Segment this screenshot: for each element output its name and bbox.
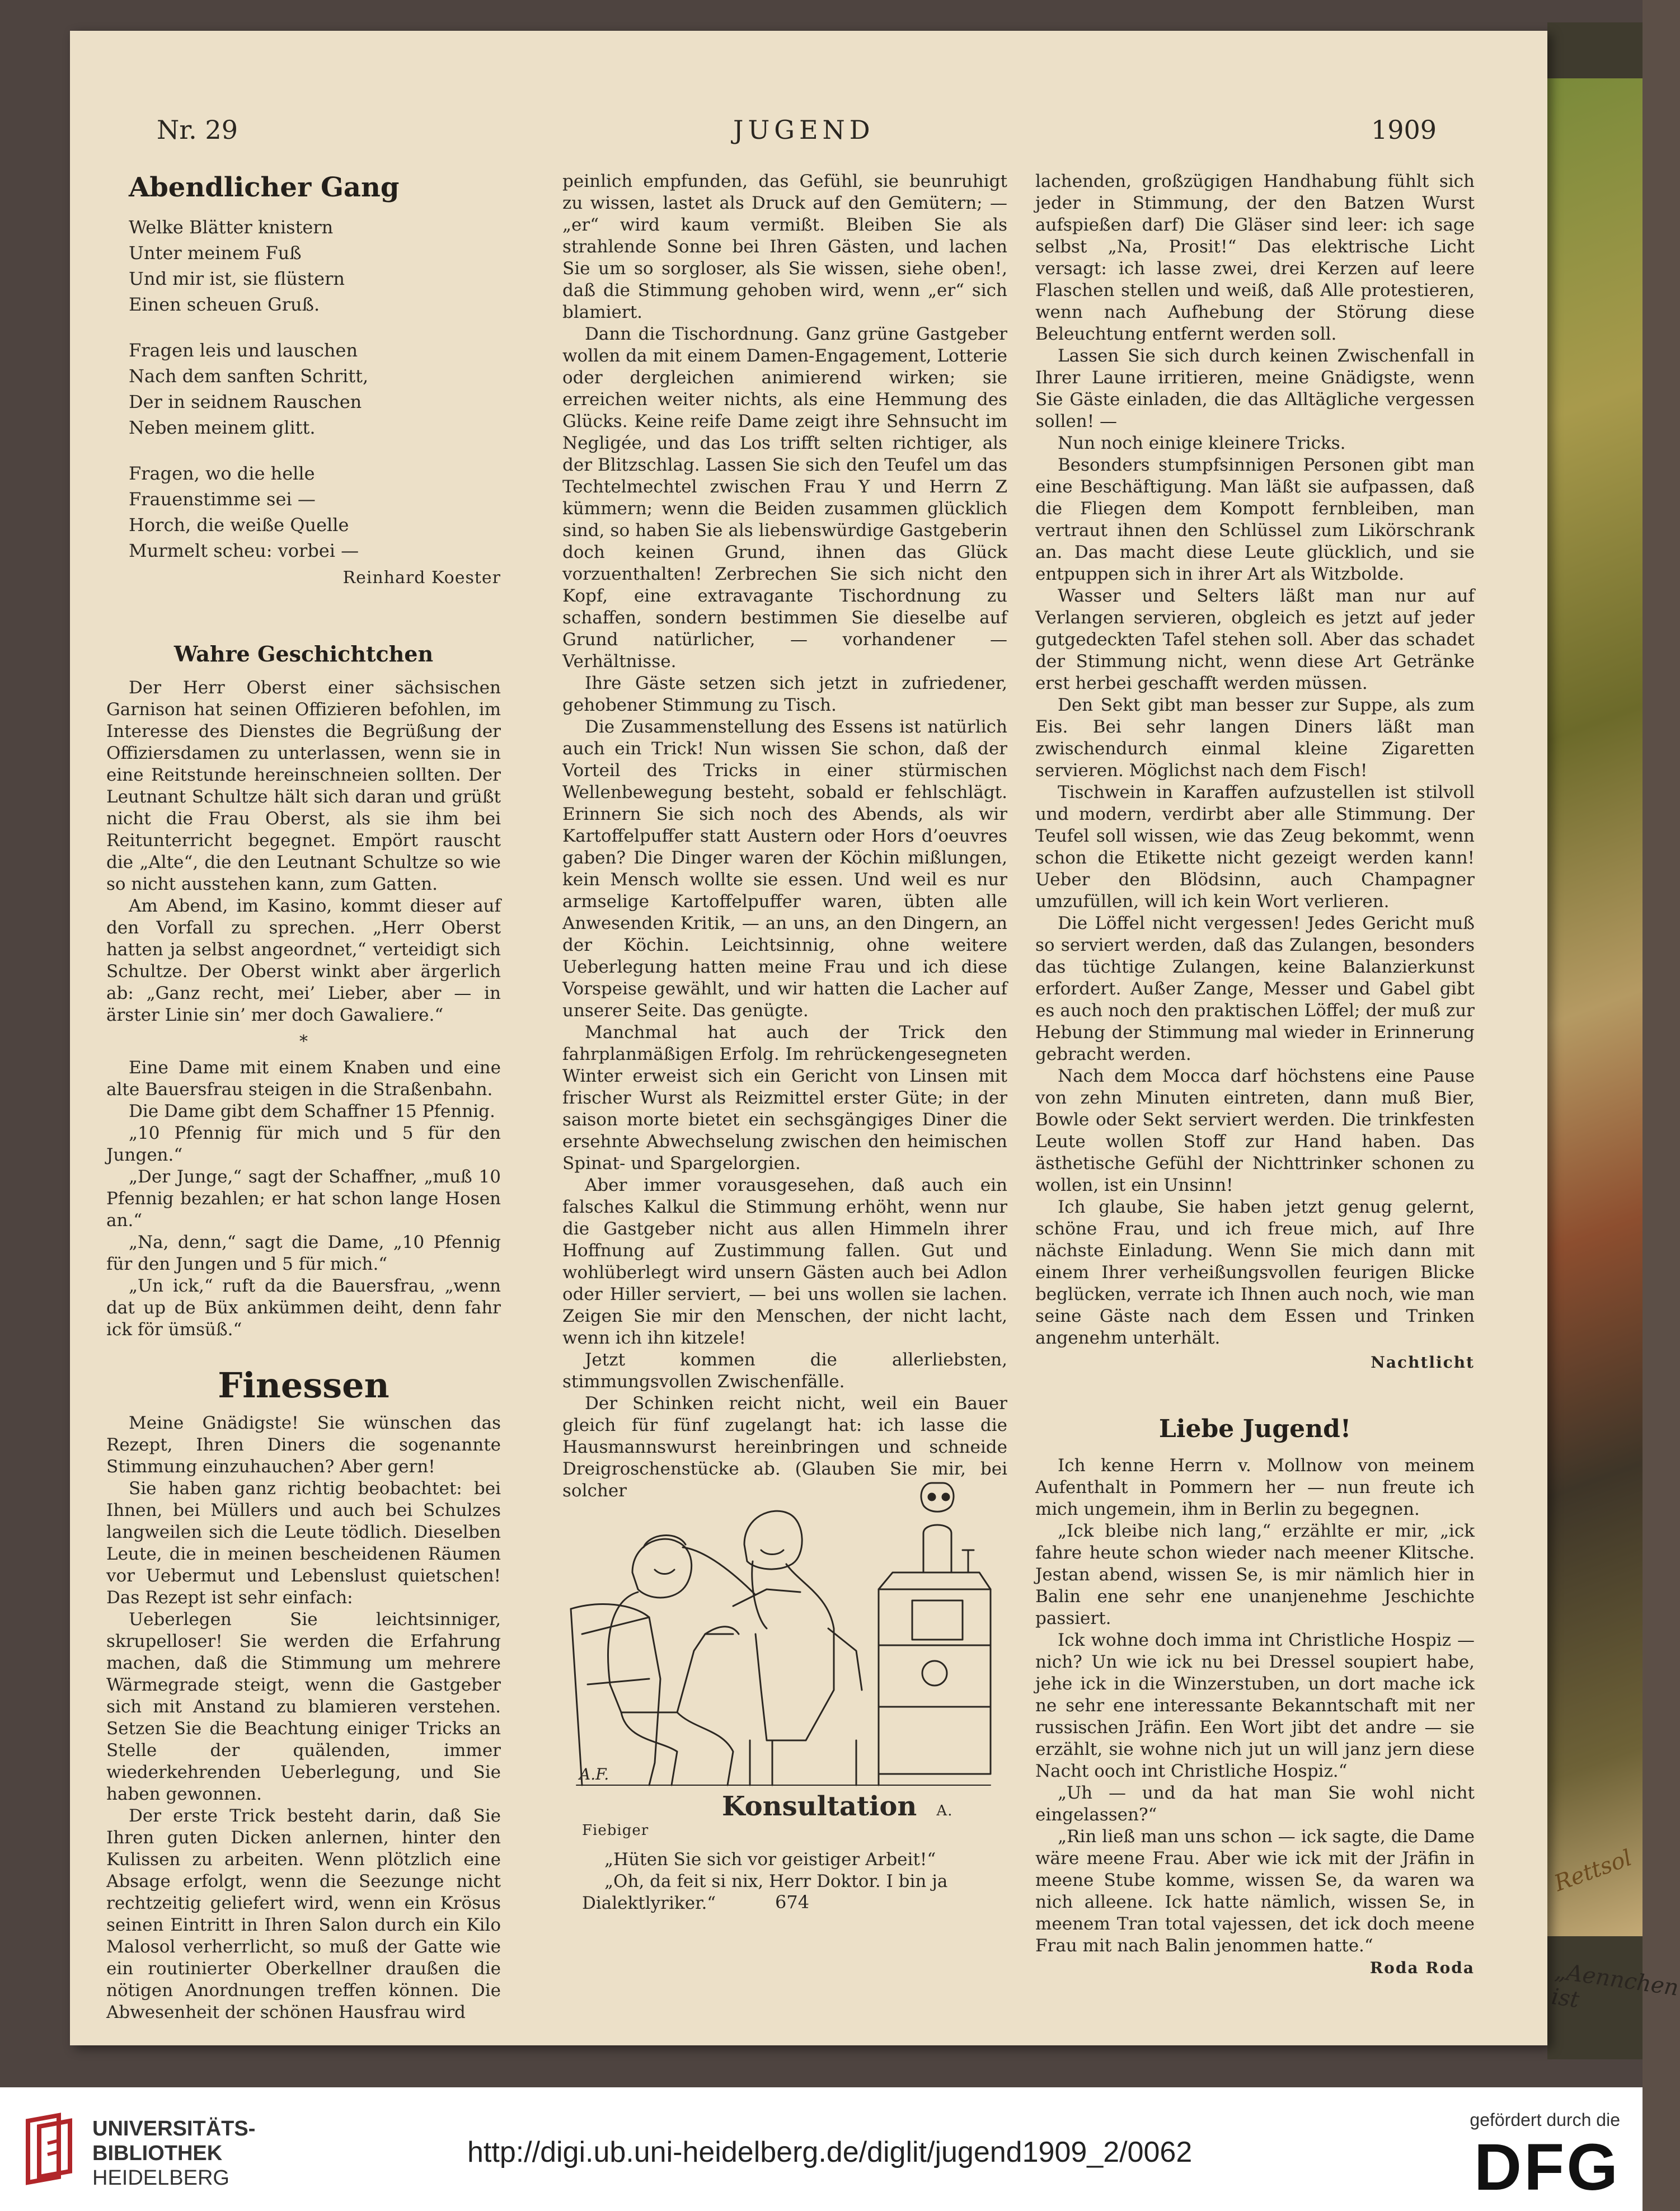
section-separator: *: [299, 1032, 308, 1051]
paragraph: Meine Gnädigste! Sie wünschen das Rezept, Ihren Diners die sogenannte Stimmung einzuhauchen? Aber gern!: [106, 1413, 501, 1477]
paragraph: „Un ick,“ ruft da die Bauersfrau, „wenn dat up de Büx ankümmen deiht, denn fahr ick för ümsüß.“: [106, 1276, 501, 1340]
artist-monogram: A.F.: [579, 1765, 609, 1783]
poem-line: Frauenstimme sei —: [129, 489, 316, 510]
paragraph: peinlich empfunden, das Gefühl, sie beunruhigt zu wissen, lastet als Druck auf den Gemütern; — „er“ wird kaum vermißt. Bleiben Sie als strahlende Sonne bei Ihren Gästen, und lachen Sie um so sorgloser, als Sie wissen, siehe oben!, daß die Stimmung gehoben wird, wenn „er“ sich blamiert.: [562, 171, 1007, 322]
facing-page-caption: „Aennchen ist: [1550, 1958, 1680, 2013]
poem-line: Unter meinem Fuß: [129, 242, 302, 264]
paragraph: Der Herr Oberst einer sächsischen Garnison hat seinen Offizieren befohlen, im Interesse des Dienstes die Begrüßung der Offiziersdamen zu unterlassen, wenn sie in eine Reitstunde hereinschneien sollten. Der Leutnant Schultze hält sich daran und grüßt nicht die Frau Oberst, als sie ihm bei Reitunterricht begegnet. Empört rauscht die „Alte“, die den Leutnant Schultze so wie so nicht ausstehen kann, zum Gatten.: [106, 678, 501, 894]
sponsor-label: gefördert durch die: [1470, 2110, 1620, 2130]
paragraph: Lassen Sie sich durch keinen Zwischenfall in Ihrer Laune irritieren, meine Gnädigste, wenn Sie Gäste einladen, die das Alltägliche vergessen sollen! —: [1035, 346, 1475, 431]
poem-author: Reinhard Koester: [342, 568, 501, 588]
caption-line: „Oh, da feit si nix, Herr Doktor. I bin ja Dialektlyriker.“: [582, 1871, 948, 1913]
paragraph: Am Abend, im Kasino, kommt dieser auf den Vorfall zu sprechen. „Herr Oberst hatten ja selbst angeordnet,“ verteidigt sich Schultze. Der Oberst winkt aber ärgerlich ab: „Ganz recht, mei’ Lieber, aber — in ärster Linie sin’ mer doch Gawaliere.“: [106, 896, 501, 1025]
poem-body: [129, 214, 501, 564]
poem-line: Einen scheuen Gruß.: [129, 294, 320, 315]
paragraph: Dann die Tischordnung. Ganz grüne Gastgeber wollen da mit einem Damen-Engagement, Lotterie oder dergleichen animierend wirken; sie erreichen weiter nichts, als eine Hemmung des Glücks. Keine reife Dame zeigt ihre Sehnsucht im Negligée, und das Los trifft selten richtiger, als der Blitzschlag. Lassen Sie sich den Teufel um das Techtelmechtel zwischen Frau Y und Herrn Z kümmern; wenn die Beiden zusammen glücklich sind, so haben Sie als liebenswürdige Gastgeberin doch keinen Grund, ihnen das Glück vorzuenthalten! Zerbrechen Sie sich nicht den Kopf, eine extravagante Tischordnung zu schaffen, sondern bestimmen Sie dieselbe auf Grund natürlicher, — vorhandener — Verhältnisse.: [562, 324, 1007, 672]
column-3: [1035, 171, 1475, 1979]
page-number: 674: [775, 1891, 810, 1913]
paragraph: Aber immer vorausgesehen, daß auch ein falsches Kalkul die Stimmung erhöht, wenn nur die Gastgeber nicht aus allen Himmeln ihrer Hoffnung auf Zustimmung fallen. Gut und wohlüberlegt wird unsern Gästen auch bei Adlon oder Hiller serviert, — bei uns wollen sie lachen. Zeigen Sie mir den Menschen, der nicht lacht, wenn ich ihn kitzele!: [562, 1175, 1007, 1348]
poem-line: Nach dem sanften Schritt,: [129, 365, 369, 387]
facing-page-edge: [1547, 22, 1680, 2059]
year: 1909: [1371, 115, 1437, 145]
poem-line: Welke Blätter knistern: [129, 217, 334, 238]
issue-number: Nr. 29: [157, 115, 238, 145]
paragraph: Sie haben ganz richtig beobachtet: bei Ihnen, bei Müllers und auch bei Schulzes langweilen sich die Leute tödlich. Dieselben Leute, die in meinen bescheidenen Räumen vor Uebermut und Lebenslust quietschen! Das Rezept ist sehr einfach:: [106, 1478, 501, 1608]
illustration-title: Konsultation: [722, 1791, 917, 1822]
finessen-title: Finessen: [218, 1365, 390, 1406]
paragraph: Ich kenne Herrn v. Mollnow von meinem Aufenthalt in Pommern her — nun freute ich mich ungemein, ihm in Berlin zu begegnen.: [1035, 1456, 1475, 1519]
poem-line: Horch, die weiße Quelle: [129, 514, 349, 536]
paragraph: Ick wohne doch imma int Christliche Hospiz — nich? Un wie ick nu bei Dressel soupiert habe, jehe ick in die Winzerstuben, un dort mache ick ne sehr ene interessante Bekanntschaft mit ner russischen Jräfin. Een Wort jibt det andre — sie erzählt, sie wohne nich jut un will janz jern diese Nacht ooch int Christliche Hospiz.“: [1035, 1630, 1475, 1781]
illustration-artist: A. Fiebiger: [582, 1802, 953, 1839]
konsultation-illustration: [565, 1449, 1002, 1802]
poem-line: Fragen, wo die helle: [129, 463, 315, 484]
facing-page-signature: Rettsol: [1551, 1844, 1635, 1897]
finessen-signature: Nachtlicht: [1371, 1353, 1475, 1372]
paragraph: Die Dame gibt dem Schaffner 15 Pfennig.: [129, 1101, 495, 1121]
paragraph: „Na, denn,“ sagt die Dame, „10 Pfennig für den Jungen und 5 für mich.“: [106, 1232, 501, 1274]
liebe-jugend-signature: Roda Roda: [1369, 1959, 1475, 1977]
paragraph: „Ick bleibe nich lang,“ erzählte er mir, „ick fahre heute schon wieder nach meener Klitsche. Jestan abend, wissen Se, is mir nämlich hier in Balin ene sehr ene unanjenehme Jeschichte passiert.: [1035, 1521, 1475, 1628]
paragraph: Nach dem Mocca darf höchstens eine Pause von zehn Minuten eintreten, dann muß Bier, Bowle oder Sekt serviert werden. Die trinkfesten Leute wollen Stoff zur Hand haben. Das ästhetische Gefühl der Nichttrinker schonen zu wollen, ist ein Unsinn!: [1035, 1066, 1475, 1195]
poem-stanza: [129, 461, 501, 564]
paragraph: Der Schinken reicht nicht, weil ein Bauer gleich für fünf zugelangt hat: ich lasse die Hausmannswurst hereinbringen und schneide Dreigroschenstücke ab. (Glauben Sie mir, bei solcher: [562, 1393, 1007, 1501]
paragraph: Die Löffel nicht vergessen! Jedes Gericht muß so serviert werden, daß das Zulangen, besonders das tüchtige Zulangen, keine Balanzierkunst erfordert. Außer Zange, Messer und Gabel gibt es auch noch den praktischen Löffel; der muß zur Hebung der Stimmung mal wieder in Erinnerung gebracht werden.: [1035, 913, 1475, 1064]
poem-line: Und mir ist, sie flüstern: [129, 268, 345, 289]
paragraph: Tischwein in Karaffen aufzustellen ist stilvoll und modern, verdirbt aber alle Stimmung. Der Teufel soll wissen, wie das Zeug bekommt, wenn schon die Etikette nicht gezeigt werden kann! Ueber den Blödsinn, auch Champagner umzufüllen, will ich kein Wort verlieren.: [1035, 782, 1475, 912]
paragraph: Wasser und Selters läßt man nur auf Verlangen servieren, obgleich es jetzt auf jeder gutgedeckten Tafel stehen soll. Aber das schadet der Stimmung nicht, wenn diese Art Getränke erst herbei geschafft werden müssen.: [1035, 586, 1475, 693]
paragraph: „10 Pfennig für mich und 5 für den Jungen.“: [106, 1123, 501, 1165]
poem-line: Fragen leis und lauschen: [129, 340, 358, 361]
paragraph: lachenden, großzügigen Handhabung fühlt sich jeder in Stimmung, der den Batzen Wurst aufspießen darf) Die Gläser sind leer: ich sage selbst „Na, Prosit!“ Das elektrische Licht versagt: ich lasse zwei, drei Kerzen auf leere Flaschen stellen und weiß, daß Alle protestieren, wenn nach Aufhebung der Störung diese Beleuchtung entfernt werden soll.: [1035, 171, 1475, 344]
paragraph: „Rin ließ man uns schon — ick sagte, die Dame wäre meene Frau. Aber wie ick mit der Jräfin in meene Stube komme, wissen Se, da waren wa nich alleene. Ick hatte nämlich, wissen Se, in meenem Tran total vajessen, det ick doch meene Frau mit nach Balin jenommen hatte.“: [1035, 1827, 1475, 1956]
wahre-title: Wahre Geschichtchen: [173, 641, 434, 666]
poem-title: Abendlicher Gang: [129, 172, 400, 203]
facing-page-artwork: [1547, 78, 1643, 1936]
column-2: [562, 171, 1007, 1502]
column-1: [106, 171, 501, 2024]
paragraph: Die Zusammenstellung des Essens ist natürlich auch ein Trick! Nun wissen Sie schon, daß der Vorteil des Tricks in einer stürmischen Wellenbewegung besteht, sobald er fehlschlägt. Erinnern Sie sich noch des Abends, als wir Kartoffelpuffer statt Austern oder Hors d’oeuvres gaben? Die Dinger waren der Köchin mißlungen, kein Mensch wollte sie essen. Und weil es nur armselige Kartoffelpuffer waren, übten alle Anwesenden Kritik, — an uns, an den Dingern, an der Köchin. Leichtsinnig, ohne weitere Ueberlegung hatten meine Frau und ich diese Vorspeise gewählt, und wir hatten die Lacher auf unserer Seite. Das genügte.: [562, 717, 1007, 1021]
paragraph: Ueberlegen Sie leichtsinniger, skrupelloser! Sie werden die Erfahrung machen, daß die Stimmung um mehrere Wärmegrade steigt, wenn die Gastgeber sich mit Anstand zu blamieren verstehen. Setzen Sie die Beachtung einiger Tricks an Stelle der quälenden, immer wiederkehrenden Ueberlegung, und Sie haben gewonnen.: [106, 1609, 501, 1804]
library-name-line: UNIVERSITÄTS-: [92, 2117, 256, 2140]
poem-stanza: [129, 214, 501, 317]
paragraph: Ich glaube, Sie haben jetzt genug gelernt, schöne Frau, und ich freue mich, auf Ihre nächste Einladung. Wenn Sie mich dann mit einem Ihrer verheißungsvollen feurigen Blicke beglücken, verrate ich Ihnen auch noch, wie man seine Gäste nach dem Essen und Trinken angenehm unterhält.: [1035, 1197, 1475, 1348]
paragraph: „Der Junge,“ sagt der Schaffner, „muß 10 Pfennig bezahlen; er hat schon lange Hosen an.“: [106, 1167, 501, 1231]
paragraph: Besonders stumpfsinnigen Personen gibt man eine Beschäftigung. Man läßt sie aufpassen, daß die Fliegen dem Kompott fernbleiben, man vertraut ihnen den Schlüssel zum Likörschrank an. Das macht diese Leute glücklich, und sie entpuppen sich in ihrer Art als Witzbolde.: [1035, 455, 1475, 584]
library-logo-icon: [17, 2110, 81, 2188]
paragraph: Nun noch einige kleinere Tricks.: [1058, 433, 1346, 453]
caption-line: „Hüten Sie sich vor geistiger Arbeit!“: [604, 1849, 936, 1870]
paragraph: Den Sekt gibt man besser zur Suppe, als zum Eis. Bei sehr langen Diners läßt man zwischendurch einmal kleine Zigaretten servieren. Möglichst nach dem Fisch!: [1035, 695, 1475, 781]
library-name-line: BIBLIOTHEK: [92, 2142, 223, 2165]
poem-line: Murmelt scheu: vorbei —: [129, 540, 359, 561]
source-url-link[interactable]: http://digi.ub.uni-heidelberg.de/diglit/jugend1909_2/0062: [467, 2136, 1193, 2168]
paragraph: Manchmal hat auch der Trick den fahrplanmäßigen Erfolg. Im rehrückengesegneten Winter erweist sich ein Gericht von Linsen mit frischer Wurst als Reizmittel erster Güte; in der saison morte bietet ein sechsgängiges Diner die ersehnte Abwechselung zwischen den heimischen Spinat- und Spargelorgien.: [562, 1022, 1007, 1173]
library-name: [92, 2116, 255, 2190]
digitization-footer: [0, 2087, 1643, 2211]
liebe-jugend-title: Liebe Jugend!: [1158, 1415, 1351, 1443]
poem-line: Der in seidnem Rauschen: [129, 391, 362, 412]
poem-line: Neben meinem glitt.: [129, 417, 316, 438]
paragraph: Jetzt kommen die allerliebsten, stimmungsvollen Zwischenfälle.: [562, 1350, 1007, 1392]
magazine-title: JUGEND: [733, 115, 875, 145]
paragraph: Eine Dame mit einem Knaben und eine alte Bauersfrau steigen in die Straßenbahn.: [106, 1058, 501, 1100]
paragraph: „Uh — und da hat man Sie wohl nicht eingelassen?“: [1035, 1783, 1475, 1825]
sponsor-block: [1396, 2110, 1620, 2204]
paragraph: Ihre Gäste setzen sich jetzt in zufriedener, gehobener Stimmung zu Tisch.: [562, 673, 1007, 715]
library-name-line: HEIDELBERG: [92, 2166, 229, 2190]
dfg-logo: DFG: [1473, 2130, 1620, 2204]
poem-stanza: [129, 337, 501, 440]
paragraph: Der erste Trick besteht darin, daß Sie Ihren guten Dicken anlernen, hinter den Kulissen zu arbeiten. Wenn plötzlich eine Absage erfolgt, wenn die Seezunge nicht rechtzeitig geliefert wird, wenn ein Krösus seinen Eintritt in Ihren Salon durch ein Kilo Malosol verherrlicht, so muß der Gatte wie ein routinierter Oberkellner draußen die nötigen Anordnungen treffen können. Die Abwesenheit der schönen Hausfrau wird: [106, 1806, 501, 2022]
